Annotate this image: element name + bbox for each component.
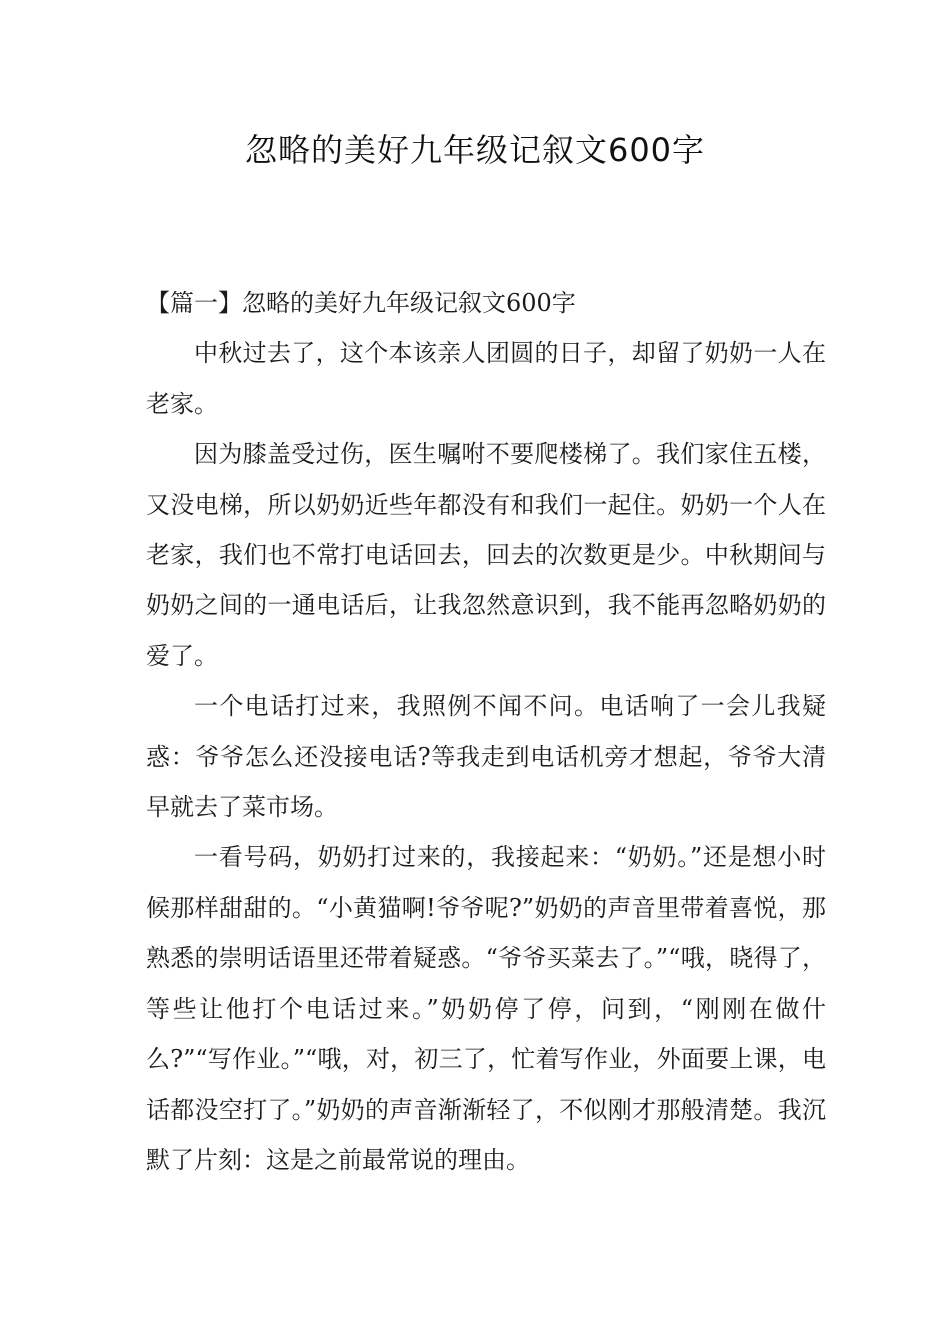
section-heading: 【篇一】忽略的美好九年级记叙文600字 — [146, 289, 576, 317]
paragraph-2: 因为膝盖受过伤，医生嘱咐不要爬楼梯了。我们家住五楼，又没电梯，所以奶奶近些年都没有和我们一起住。奶奶一个人在老家，我们也不常打电话回去，回去的次数更是少。中秋期间与奶奶之间的一通电话后，让我忽然意识到，我不能再忽略奶奶的爱了。 — [146, 440, 826, 670]
paragraph-3: 一个电话打过来，我照例不闻不问。电话响了一会儿我疑惑：爷爷怎么还没接电话?等我走到电话机旁才想起，爷爷大清早就去了菜市场。 — [146, 692, 826, 822]
paragraph-1: 中秋过去了，这个本该亲人团圆的日子，却留了奶奶一人在老家。 — [146, 339, 826, 418]
document-title: 忽略的美好九年级记叙文600字 — [244, 131, 706, 169]
document-body — [146, 278, 826, 1185]
paragraph-4: 一看号码，奶奶打过来的，我接起来：“奶奶。”还是想小时候那样甜甜的。“小黄猫啊!爷爷呢?”奶奶的声音里带着喜悦，那熟悉的崇明话语里还带着疑惑。“爷爷买菜去了。”“哦，晓得了，等些让他打个电话过来。”奶奶停了停，问到，“刚刚在做什么?”“写作业。”“哦，对，初三了，忙着写作业，外面要上课，电话都没空打了。”奶奶的声音渐渐轻了，不似刚才那般清楚。我沉默了片刻：这是之前最常说的理由。 — [146, 843, 826, 1174]
